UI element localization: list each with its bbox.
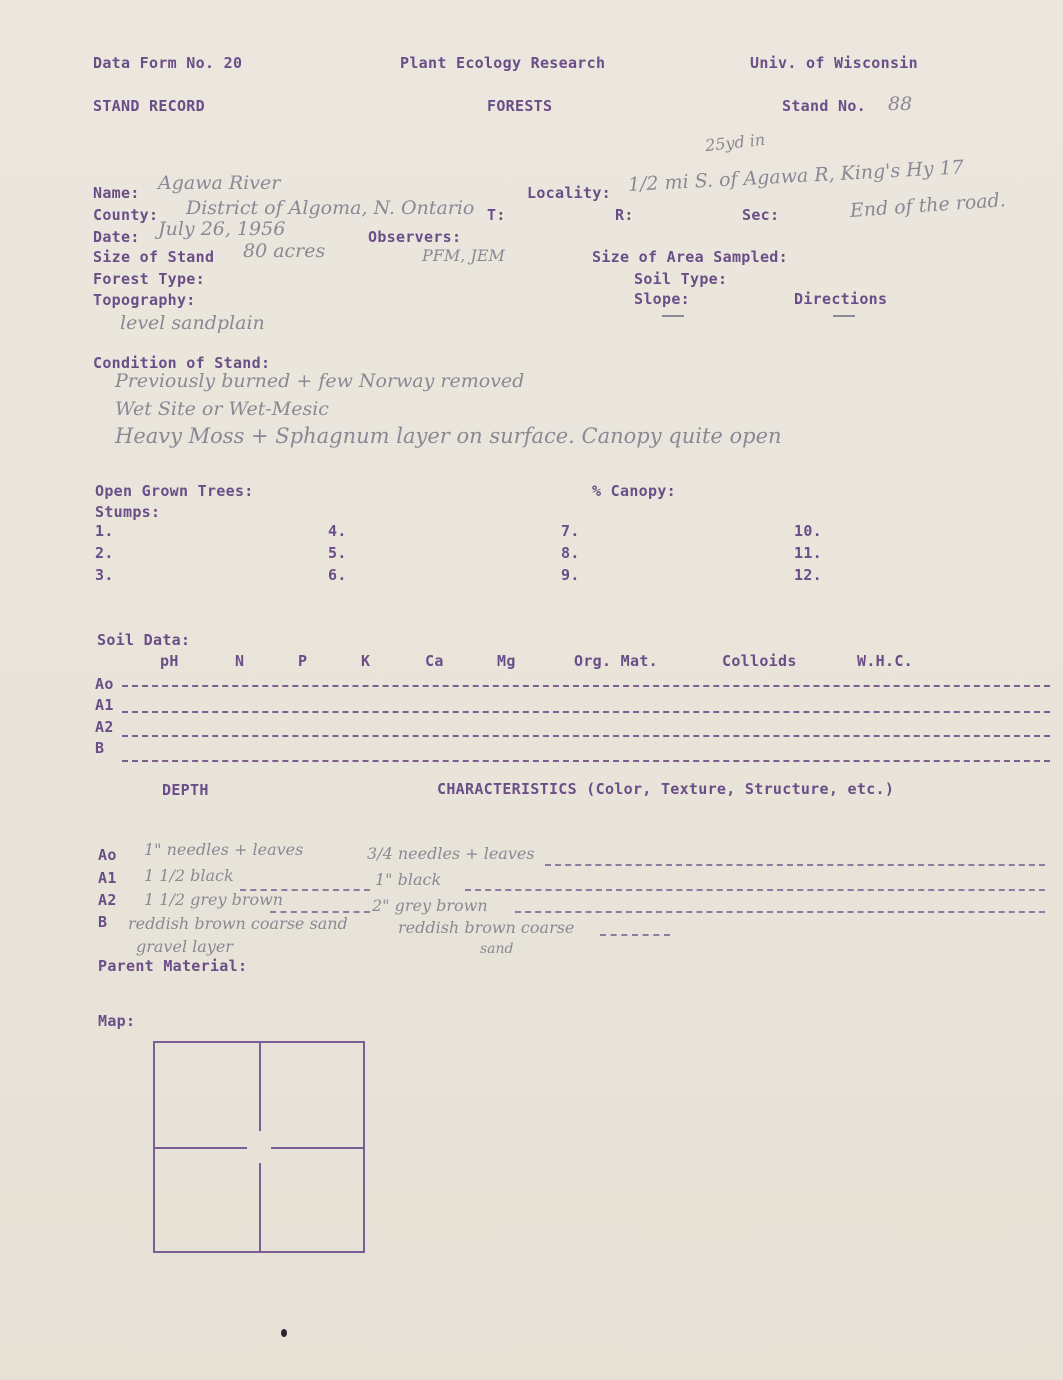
depth-heading: DEPTH [162,781,209,799]
soil-type-label: Soil Type: [634,270,728,288]
t-label: T: [487,206,506,224]
locality-value: 1/2 mi S. of Agawa R, King's Hy 17 [627,156,965,196]
soil-data-label: Soil Data: [97,631,191,649]
stump-number: 2. [95,544,114,562]
open-grown-trees-label: Open Grown Trees: [95,482,254,500]
soil-row-line [122,711,1050,713]
parent-material-label: Parent Material: [98,957,248,975]
county-value: District of Algoma, N. Ontario [186,197,475,219]
profile-line [600,934,670,936]
forests-heading: FORESTS [487,97,553,115]
profile-characteristics-continued: sand [480,941,514,957]
profile-characteristics: 2" grey brown [372,896,488,915]
profile-characteristics: reddish brown coarse [398,918,575,937]
profile-line [270,911,370,913]
name-label: Name: [93,184,140,202]
university: Univ. of Wisconsin [750,54,918,72]
name-value: Agawa River [158,172,281,194]
directions-label: Directions [794,290,888,308]
condition-line: Heavy Moss + Sphagnum layer on surface. Canopy quite open [115,424,782,448]
locality-label: Locality: [527,184,611,202]
condition-line: Previously burned + few Norway removed [115,370,525,392]
observers-label: Observers: [368,228,462,246]
soil-col-n: N [235,652,245,670]
form-number: Data Form No. 20 [93,54,243,72]
soil-row-label: Ao [95,675,114,693]
stump-number: 8. [561,544,580,562]
stump-number: 7. [561,522,580,540]
profile-horizon: B [98,913,108,931]
soil-row-label: B [95,739,105,757]
profile-line [515,911,1045,913]
profile-characteristics: 1" black [375,870,442,889]
size-area-sampled-label: Size of Area Sampled: [592,248,788,266]
topography-label: Topography: [93,291,196,309]
soil-row-line [122,685,1050,687]
profile-horizon: A1 [98,869,117,887]
size-of-stand-value: 80 acres [243,240,326,262]
canopy-label: % Canopy: [592,482,676,500]
profile-depth: reddish brown coarse sand [128,914,348,933]
directions-underline [833,315,855,317]
r-label: R: [615,206,634,224]
stand-number-value: 88 [888,93,913,115]
profile-depth: 1 1/2 grey brown [144,890,284,909]
topography-value: level sandplain [120,312,265,334]
slope-label: Slope: [634,290,690,308]
profile-horizon: Ao [98,846,117,864]
sec-label: Sec: [742,206,780,224]
stump-number: 12. [794,566,822,584]
soil-row-line [122,760,1050,762]
map-label: Map: [98,1012,136,1030]
soil-col-mg: Mg [497,652,516,670]
profile-depth: 1" needles + leaves [144,840,304,859]
condition-label: Condition of Stand: [93,354,271,372]
organization: Plant Ecology Research [400,54,606,72]
stump-number: 1. [95,522,114,540]
date-value: July 26, 1956 [158,218,286,240]
soil-row-label: A1 [95,696,114,714]
map-line [155,1147,247,1149]
date-label: Date: [93,228,140,246]
characteristics-heading: CHARACTERISTICS (Color, Texture, Structure, etc.) [437,780,895,798]
profile-horizon: A2 [98,891,117,909]
stand-number-label: Stand No. [782,97,866,115]
soil-col-p: P [298,652,308,670]
soil-row-label: A2 [95,718,114,736]
soil-col-k: K [361,652,371,670]
profile-line [465,889,1045,891]
ink-mark [281,1329,287,1337]
stump-number: 9. [561,566,580,584]
size-of-stand-label: Size of Stand [93,248,215,266]
map-line [259,1043,261,1131]
soil-col-ph: pH [160,652,179,670]
soil-col-ca: Ca [425,652,444,670]
profile-line [545,864,1045,866]
profile-depth: 1 1/2 black [144,866,234,885]
sec-value: End of the road. [849,189,1007,222]
profile-depth-continued: gravel layer [136,937,233,956]
observers-value: PFM, JEM [422,246,505,265]
soil-col-org-mat: Org. Mat. [574,652,658,670]
locality-note: 25yd in [704,129,766,156]
map-line [259,1163,261,1251]
stump-number: 11. [794,544,822,562]
map-grid [153,1041,365,1253]
condition-line: Wet Site or Wet-Mesic [115,398,329,420]
stumps-label: Stumps: [95,503,161,521]
forest-type-label: Forest Type: [93,270,205,288]
profile-characteristics: 3/4 needles + leaves [367,844,535,863]
map-line [271,1147,363,1149]
soil-col-whc: W.H.C. [857,652,913,670]
stand-record-heading: STAND RECORD [93,97,205,115]
stump-number: 4. [328,522,347,540]
stump-number: 5. [328,544,347,562]
soil-row-line [122,735,1050,737]
slope-underline [662,315,684,317]
stump-number: 6. [328,566,347,584]
stump-number: 10. [794,522,822,540]
stump-number: 3. [95,566,114,584]
county-label: County: [93,206,159,224]
soil-col-colloids: Colloids [722,652,797,670]
